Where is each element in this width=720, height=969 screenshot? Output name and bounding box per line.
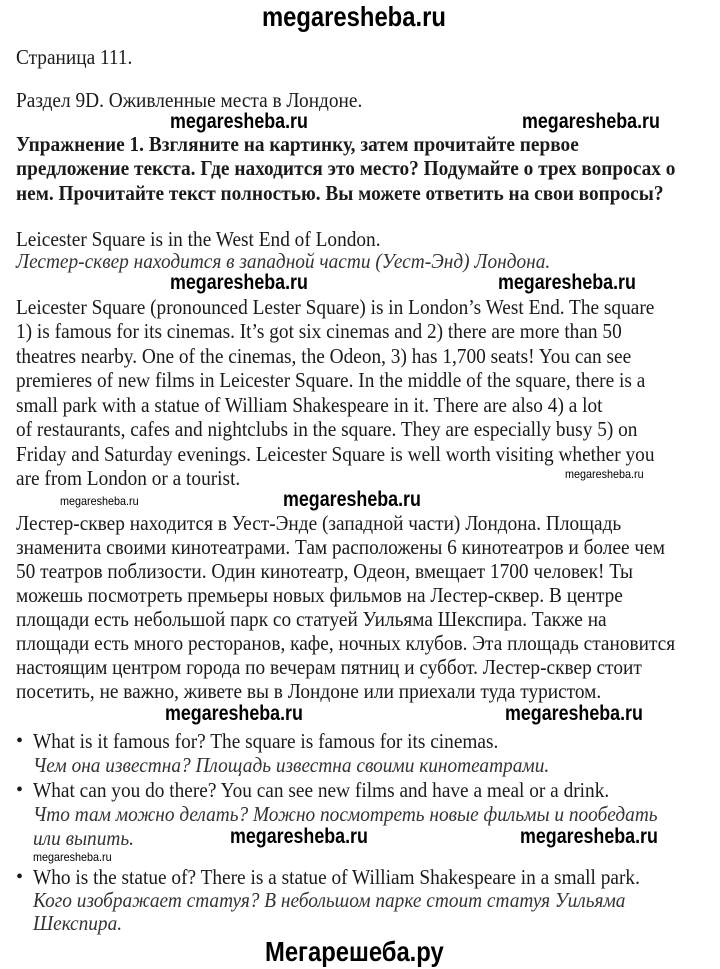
- text-ru-line: настоящим центром города по вечерам пятниц и суббот. Лестер-сквер стоит: [16, 655, 642, 679]
- section-title: Раздел 9D. Оживленные места в Лондоне.: [16, 88, 363, 112]
- text-ru-line: можешь посмотреть премьеры новых фильмов на Лестер-сквер. В центре: [16, 583, 623, 607]
- text-en-line: premieres of new films in Leicester Square. In the middle of the square, there is a: [16, 368, 646, 392]
- text-en-line: small park with a statue of William Shakespeare in it. There are also 4) a lot: [16, 393, 603, 417]
- text-ru-line: Лестер-сквер находится в Уест-Энде (западной части) Лондона. Площадь: [16, 511, 622, 535]
- page-number: Страница 111.: [16, 45, 133, 69]
- bullet-en: What can you do there? You can see new films and have a meal or a drink.: [33, 778, 610, 802]
- bullet-en: Who is the statue of? There is a statue of William Shakespeare in a small park.: [33, 865, 640, 889]
- watermark: megaresheba.ru: [230, 825, 368, 848]
- text-ru-line: 50 театров поблизости. Один кинотеатр, Одеон, вмещает 1700 человек! Ты: [16, 559, 634, 583]
- watermark-small: megaresheba.ru: [60, 494, 139, 508]
- bullet-en: What is it famous for? The square is famous for its cinemas.: [33, 729, 499, 753]
- text-ru-line: площади есть небольшой парк со статуей Уильяма Шекспира. Также на: [16, 607, 607, 631]
- watermark: megaresheba.ru: [170, 271, 308, 294]
- text-en-line: Leicester Square (pronounced Lester Square) is in London’s West End. The square: [16, 295, 655, 319]
- text-en-line: Friday and Saturday evenings. Leicester Square is well worth visiting whether you: [16, 442, 655, 466]
- intro-ru: Лестер-сквер находится в западной части (Уест-Энд) Лондона.: [16, 249, 551, 273]
- watermark: megaresheba.ru: [522, 110, 660, 133]
- exercise-line: предложение текста. Где находится это место? Подумайте о трех вопросах о: [16, 156, 676, 180]
- bullet-ru: Что там можно делать? Можно посмотреть новые фильмы и пообедать: [33, 802, 658, 826]
- watermark: megaresheba.ru: [505, 702, 643, 725]
- bullet-ru: Чем она известна? Площадь известна своими кинотеатрами.: [33, 753, 550, 777]
- text-en-line: theatres nearby. One of the cinemas, the Odeon, 3) has 1,700 seats! You can see: [16, 344, 632, 368]
- watermark: megaresheba.ru: [283, 488, 421, 511]
- text-ru-line: знаменита своими кинотеатрами. Там расположены 6 кинотеатров и более чем: [16, 535, 665, 559]
- bullet-ru: Кого изображает статуя? В небольшом парке стоит статуя Уильяма: [33, 888, 626, 912]
- text-en-line: of restaurants, cafes and nightclubs in the square. They are especially busy 5) on: [16, 417, 638, 441]
- watermark: megaresheba.ru: [170, 110, 308, 133]
- watermark: megaresheba.ru: [165, 702, 303, 725]
- text-en-line: 1) is famous for its cinemas. It’s got six cinemas and 2) there are more than 50: [16, 319, 622, 343]
- watermark-footer: Мегарешеба.ру: [265, 936, 444, 967]
- bullet-icon: •: [16, 730, 24, 752]
- text-ru-line: посетить, не важно, живете вы в Лондоне или приехали туда туристом.: [16, 679, 602, 703]
- text-en-line: are from London or a tourist.: [16, 466, 241, 490]
- watermark: megaresheba.ru: [520, 825, 658, 848]
- bullet-ru: или выпить.: [33, 826, 134, 850]
- intro-en: Leicester Square is in the West End of London.: [16, 227, 381, 251]
- exercise-line: нем. Прочитайте текст полностью. Вы можете ответить на свои вопросы?: [16, 181, 664, 205]
- text-ru-line: площади есть много ресторанов, кафе, ночных клубов. Эта площадь становится: [16, 631, 676, 655]
- bullet-icon: •: [16, 866, 24, 888]
- watermark-small: megaresheba.ru: [33, 850, 112, 864]
- watermark-header: megaresheba.ru: [262, 1, 446, 32]
- bullet-ru: Шекспира.: [33, 911, 123, 935]
- bullet-icon: •: [16, 779, 24, 801]
- exercise-line: Упражнение 1. Взгляните на картинку, затем прочитайте первое: [16, 132, 579, 156]
- watermark-small: megaresheba.ru: [565, 467, 644, 481]
- watermark: megaresheba.ru: [498, 271, 636, 294]
